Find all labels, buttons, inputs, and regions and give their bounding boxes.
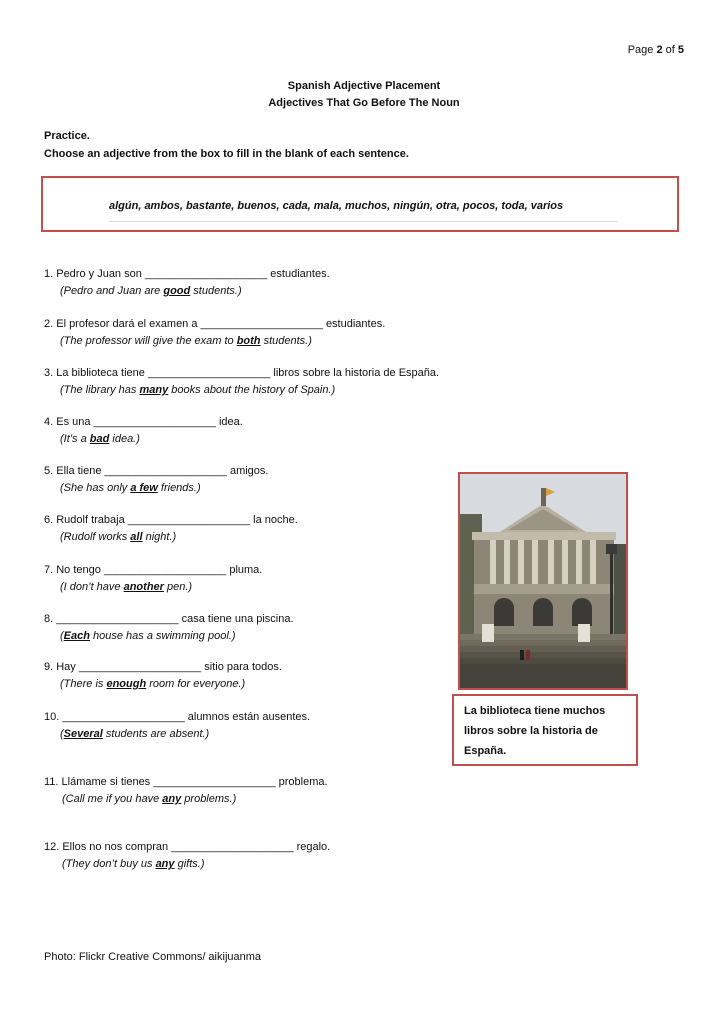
english-text: idea.) <box>109 433 140 445</box>
question-spanish: 4. Es una ____________________ idea. <box>44 416 243 428</box>
page-total: 5 <box>677 44 684 56</box>
english-text: (Call me if you have <box>62 793 163 805</box>
keyword: another <box>123 581 164 593</box>
question-english <box>44 676 282 693</box>
question-english <box>44 333 385 350</box>
keyword: any <box>162 793 182 805</box>
question-english <box>44 791 328 808</box>
english-text: (They don’t buy us <box>62 858 156 870</box>
question-english <box>44 579 262 596</box>
worksheet-header <box>0 78 728 112</box>
question-spanish: 7. No tengo ____________________ pluma. <box>44 564 263 576</box>
english-text: (The professor will give the exam to <box>60 335 237 347</box>
page-number-prefix: Page <box>627 44 657 56</box>
question-spanish: 9. Hay ____________________ sitio para todos. <box>44 661 282 673</box>
instructions <box>44 127 409 163</box>
question-6 <box>44 512 298 546</box>
english-text: pen.) <box>163 581 193 593</box>
english-text: (She has only <box>60 482 131 494</box>
question-english <box>44 283 330 300</box>
english-text: (The library has <box>60 384 140 396</box>
english-text: problems.) <box>181 793 237 805</box>
photo-caption: La biblioteca tiene muchos libros sobre la historia de España. <box>452 694 638 766</box>
word-list: algún, ambos, bastante, buenos, cada, mala, muchos, ningún, otra, pocos, toda, varios <box>109 200 564 212</box>
question-10 <box>44 709 310 743</box>
photo-credit: Photo: Flickr Creative Commons/ aikijuanma <box>44 951 262 963</box>
question-11 <box>44 774 328 808</box>
keyword: a few <box>130 482 158 494</box>
question-english <box>44 382 439 399</box>
question-9 <box>44 659 282 693</box>
question-english <box>44 726 310 743</box>
question-7 <box>44 562 262 596</box>
library-building-illustration <box>460 474 626 688</box>
page-current: 2 <box>656 44 663 56</box>
question-2 <box>44 316 385 350</box>
word-box <box>41 176 679 232</box>
question-12 <box>44 839 330 873</box>
english-text: night.) <box>142 531 177 543</box>
page-number-sep: of <box>662 44 678 56</box>
question-english <box>44 628 294 645</box>
english-text: ( <box>60 728 64 740</box>
question-english <box>44 480 268 497</box>
english-text: room for everyone.) <box>146 678 246 690</box>
worksheet-subtitle: Adjectives That Go Before The Noun <box>268 97 460 109</box>
english-text: gifts.) <box>174 858 205 870</box>
keyword: bad <box>89 433 110 445</box>
question-spanish: 3. La biblioteca tiene ____________________ libros sobre la historia de España. <box>44 367 440 379</box>
keyword: any <box>155 858 175 870</box>
keyword: Several <box>63 728 103 740</box>
practice-label: Practice. <box>44 130 90 142</box>
question-english <box>44 529 298 546</box>
question-spanish: 2. El profesor dará el examen a ____________________ estudiantes. <box>44 318 386 330</box>
page-number <box>628 44 684 56</box>
keyword: Each <box>63 630 90 642</box>
english-text: friends.) <box>157 482 201 494</box>
question-1 <box>44 266 330 300</box>
question-5 <box>44 463 268 497</box>
question-8 <box>44 611 294 645</box>
english-text: (Rudolf works <box>60 531 131 543</box>
english-text: ( <box>60 630 64 642</box>
english-text: (There is <box>60 678 107 690</box>
question-spanish: 10. ____________________ alumnos están ausentes. <box>44 711 311 723</box>
word-box-rule <box>109 221 617 222</box>
instruction-text: Choose an adjective from the box to fill in the blank of each sentence. <box>44 148 409 160</box>
keyword: all <box>130 531 143 543</box>
worksheet-title: Spanish Adjective Placement <box>287 80 441 92</box>
keyword: enough <box>106 678 147 690</box>
question-3 <box>44 365 439 399</box>
question-4 <box>44 414 243 448</box>
keyword: many <box>139 384 169 396</box>
keyword: both <box>236 335 261 347</box>
english-text: house has a swimming pool.) <box>89 630 236 642</box>
question-spanish: 11. Llámame si tienes ____________________ problema. <box>44 776 328 788</box>
question-spanish: 1. Pedro y Juan son ____________________ estudiantes. <box>44 268 330 280</box>
question-spanish: 5. Ella tiene ____________________ amigos. <box>44 465 269 477</box>
library-photo <box>458 472 628 690</box>
question-english <box>44 431 243 448</box>
english-text: students are absent.) <box>102 728 210 740</box>
question-spanish: 8. ____________________ casa tiene una piscina. <box>44 613 294 625</box>
english-text: students.) <box>190 285 242 297</box>
question-spanish: 12. Ellos no nos compran ____________________ regalo. <box>44 841 331 853</box>
english-text: (Pedro and Juan are <box>60 285 164 297</box>
english-text: (I don’t have <box>60 581 124 593</box>
english-text: books about the history of Spain.) <box>168 384 336 396</box>
keyword: good <box>163 285 191 297</box>
english-text: (It’s a <box>60 433 90 445</box>
question-spanish: 6. Rudolf trabaja ____________________ la noche. <box>44 514 298 526</box>
question-english <box>44 856 330 873</box>
english-text: students.) <box>260 335 312 347</box>
